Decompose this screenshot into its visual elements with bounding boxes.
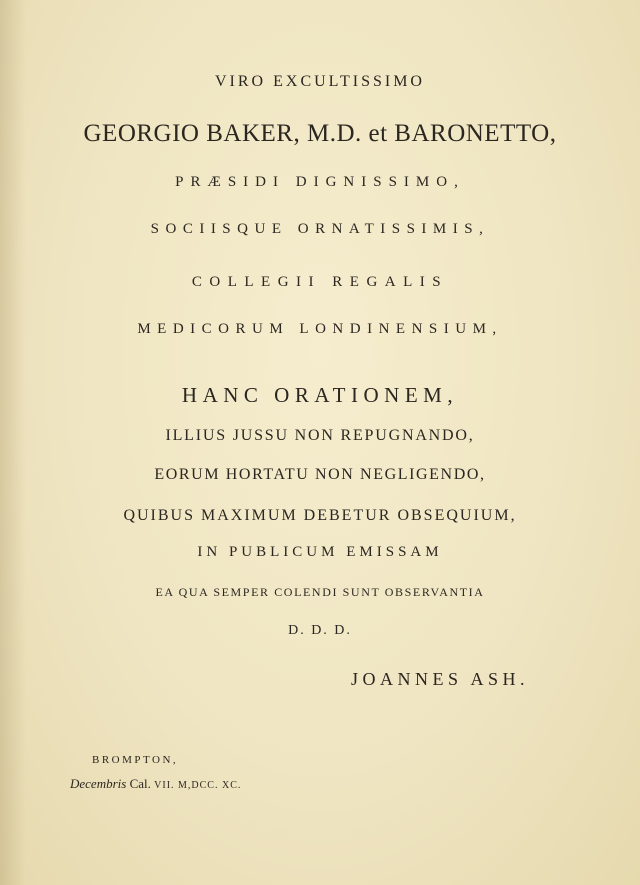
dedication-line-7: HANC ORATIONEM, [181,383,459,407]
dedication-line-9: EORUM HORTATU NON NEGLIGENDO, [154,466,486,483]
dedication-line-6: MEDICORUM LONDINENSIUM, [137,321,503,337]
dedication-line-2: GEORGIO BAKER, M.D. et BARONETTO, [83,120,557,147]
dedication-line-4: SOCIISQUE ORNATISSIMIS, [150,221,490,237]
date-cal: Cal. [129,776,151,791]
dedication-line-5: COLLEGII REGALIS [191,274,449,290]
dedication-line-3: PRÆSIDI DIGNISSIMO, [175,174,465,190]
place-of-writing: BROMPTON, [92,754,179,766]
date-month: Decembris [70,776,127,791]
date-line [70,776,241,792]
dedication-line-13: D. D. D. [288,623,352,638]
dedication-line-11: IN PUBLICUM EMISSAM [197,544,443,560]
dedication-line-12: EA QUA SEMPER COLENDI SUNT OBSERVANTIA [155,585,485,599]
signature-name: JOANNES ASH. [350,669,530,689]
dedication-line-10: QUIBUS MAXIMUM DEBETUR OBSEQUIUM, [123,507,517,524]
date-year: VII. M,DCC. XC. [154,780,242,791]
dedication-line-1: VIRO EXCULTISSIMO [215,73,425,90]
dedication-line-8: ILLIUS JUSSU NON REPUGNANDO, [165,427,475,444]
